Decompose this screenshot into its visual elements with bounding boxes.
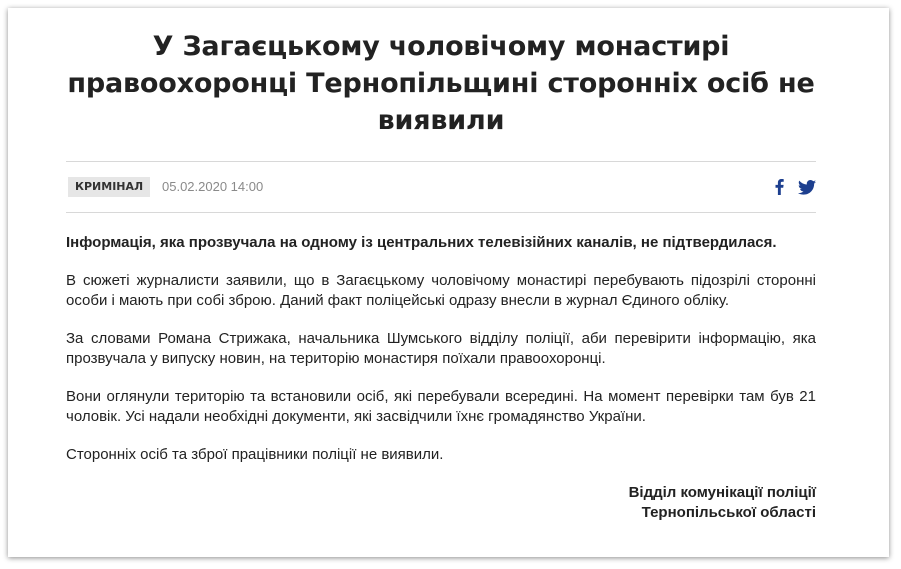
article-paragraph: За словами Романа Стрижака, начальника Шумського відділу поліції, аби перевірити інформацію, яка прозвучала у випуску новин, на територію монастиря поїхали правоохоронці. xyxy=(66,330,816,367)
share-buttons xyxy=(761,176,816,198)
article-paragraph: Сторонніх осіб та зброї працівники поліції не виявили. xyxy=(66,446,444,463)
article-signature xyxy=(66,483,816,523)
twitter-share-button[interactable] xyxy=(798,180,816,195)
facebook-share-button[interactable] xyxy=(775,179,784,195)
article-paragraph: В сюжеті журналисти заявили, що в Загаєцькому чоловічому монастирі перебувають підозрілі сторонні особи і мають при собі зброю. Даний факт поліцейські одразу внесли в журнал Єдиного обліку. xyxy=(66,272,816,309)
category-badge[interactable]: КРИМІНАЛ xyxy=(68,177,150,197)
signature-line: Відділ комунікації поліції xyxy=(628,484,816,501)
twitter-icon xyxy=(798,180,816,195)
article-paragraph: Вони оглянули територію та встановили осіб, які перебували всередині. На момент перевірки там був 21 чоловік. Усі надали необхідні документи, які засвідчили їхнє громадянство України. xyxy=(66,388,816,425)
article-body xyxy=(66,233,816,523)
publish-date: 05.02.2020 14:00 xyxy=(162,179,264,194)
facebook-icon xyxy=(775,179,784,195)
article xyxy=(66,28,816,523)
article-lead: Інформація, яка прозвучала на одному із центральних телевізійних каналів, не підтвердилася. xyxy=(66,234,777,251)
page xyxy=(8,8,889,557)
article-title: У Загаєцькому чоловічому монастирі правоохоронці Тернопільщині сторонніх осіб не виявили xyxy=(67,31,815,136)
signature-line: Тернопільської області xyxy=(641,504,816,521)
article-meta-bar xyxy=(66,161,816,213)
